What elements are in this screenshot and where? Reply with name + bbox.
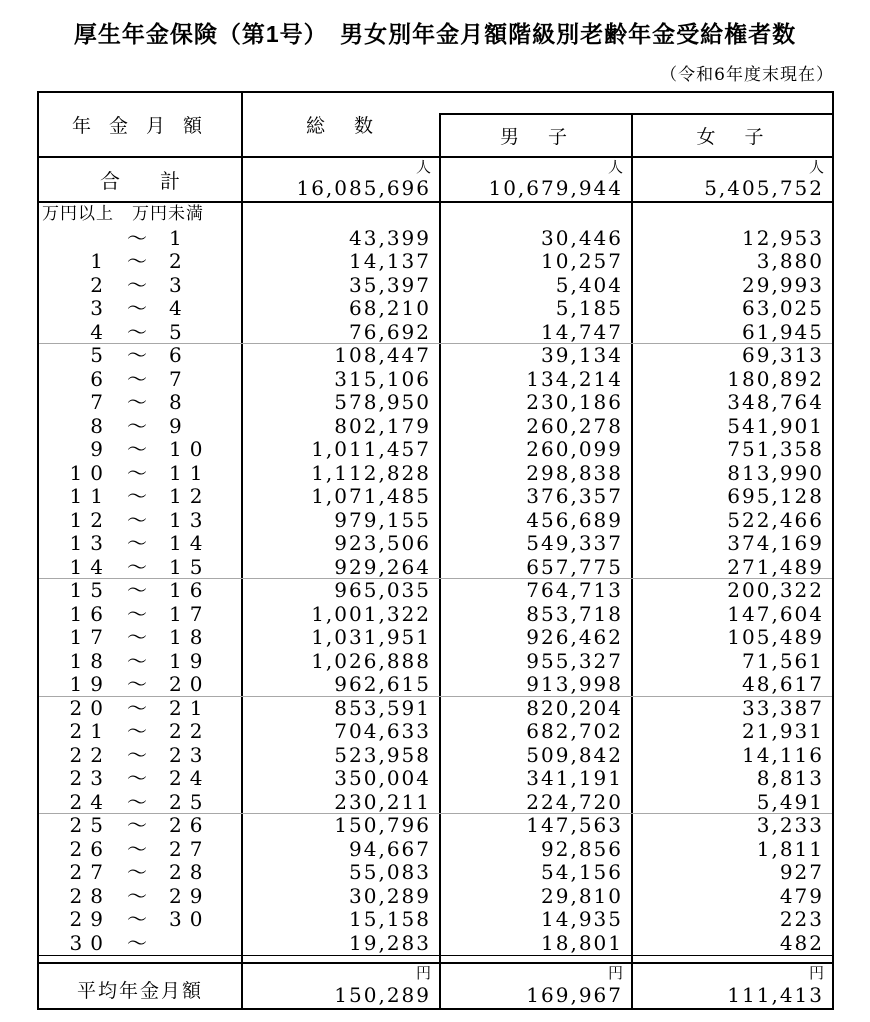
male-value: 764,713 <box>441 579 633 603</box>
table-row <box>39 791 832 815</box>
range-upper: 16 <box>169 578 211 602</box>
range-upper: 28 <box>169 860 211 884</box>
range-cell <box>39 767 243 791</box>
range-lower: 15 <box>69 578 111 602</box>
female-value: 482 <box>779 930 824 955</box>
range-lower: 30 <box>69 930 111 955</box>
range-tilde: ～ <box>127 930 147 955</box>
range-lower: 7 <box>90 390 111 414</box>
table-row <box>39 344 832 368</box>
range-upper: 21 <box>169 695 211 720</box>
total-value: 14,137 <box>243 250 441 274</box>
header-total: 総 数 <box>305 115 378 137</box>
total-value: 150,796 <box>243 814 441 838</box>
table-row <box>39 579 832 603</box>
range-upper: 22 <box>169 719 211 743</box>
range-cell <box>39 462 243 486</box>
header-pension-monthly-amount: 年 金 月 額 <box>39 93 243 156</box>
range-cell <box>39 509 243 533</box>
range-tilde: ～ <box>127 225 147 250</box>
range-tilde: ～ <box>127 249 147 273</box>
total-value: 979,155 <box>243 509 441 533</box>
range-lower: 10 <box>69 460 111 485</box>
empty-cell <box>243 203 441 227</box>
range-cell <box>39 908 243 932</box>
range-upper: 23 <box>169 742 211 767</box>
total-value: 230,211 <box>243 791 441 814</box>
male-value: 657,775 <box>441 556 633 579</box>
male-value: 230,186 <box>441 391 633 415</box>
female-value: 180,892 <box>727 366 824 391</box>
total-value: 76,692 <box>243 321 441 344</box>
total-value: 962,615 <box>243 673 441 696</box>
female-value: 751,358 <box>727 437 824 461</box>
range-cell <box>39 744 243 768</box>
range-cell <box>39 814 243 838</box>
total-value: 19,283 <box>243 932 441 956</box>
range-cell <box>39 485 243 509</box>
range-lower: 11 <box>69 484 111 508</box>
range-lower: 6 <box>90 366 111 391</box>
range-lower: 26 <box>69 836 111 861</box>
range-upper: 20 <box>169 672 211 696</box>
female-value: 374,169 <box>727 531 824 555</box>
male-value: 913,998 <box>441 673 633 696</box>
female-value: 71,561 <box>742 648 824 673</box>
range-lower: 3 <box>90 296 111 320</box>
range-lower <box>39 227 111 251</box>
total-value: 923,506 <box>243 532 441 556</box>
range-tilde: ～ <box>127 460 147 485</box>
range-cell <box>39 344 243 368</box>
total-value: 523,958 <box>243 744 441 768</box>
male-value: 260,099 <box>441 438 633 462</box>
range-upper: 12 <box>169 484 211 508</box>
range-cell <box>39 227 243 251</box>
total-value: 578,950 <box>243 391 441 415</box>
male-value: 341,191 <box>441 767 633 791</box>
range-tilde: ～ <box>127 319 147 344</box>
table-row <box>39 767 832 791</box>
range-lower: 4 <box>90 319 111 344</box>
total-value: 1,071,485 <box>243 485 441 509</box>
range-cell <box>39 626 243 650</box>
total-value: 55,083 <box>243 861 441 885</box>
table-row <box>39 744 832 768</box>
unit-persons: 人 <box>808 158 824 176</box>
female-value: 200,322 <box>727 578 824 602</box>
header-male: 男 子 <box>441 115 633 156</box>
male-value: 92,856 <box>441 838 633 862</box>
total-value: 1,001,322 <box>243 603 441 627</box>
header-female: 女 子 <box>696 126 769 148</box>
range-upper: 2 <box>169 249 190 273</box>
total-value: 315,106 <box>243 368 441 392</box>
range-upper: 6 <box>169 343 190 367</box>
female-value: 63,025 <box>742 296 824 320</box>
average-female-value: 111,413 <box>727 983 824 1007</box>
range-lower: 24 <box>69 789 111 814</box>
total-value: 853,591 <box>243 697 441 721</box>
female-value: 61,945 <box>742 319 824 344</box>
range-lower: 19 <box>69 672 111 696</box>
table-row <box>39 697 832 721</box>
range-upper: 7 <box>169 366 190 391</box>
female-value: 271,489 <box>727 554 824 579</box>
range-upper: 9 <box>169 413 190 438</box>
range-lower: 20 <box>69 695 111 720</box>
total-value: 1,011,457 <box>243 438 441 462</box>
range-cell <box>39 297 243 321</box>
female-value: 813,990 <box>727 460 824 485</box>
header-gender-spacer <box>441 93 832 113</box>
range-cell <box>39 697 243 721</box>
grand-total-label: 合 計 <box>39 158 243 201</box>
grand-total-total-value: 16,085,696 <box>296 176 431 200</box>
table-row <box>39 532 832 556</box>
table-row <box>39 368 832 392</box>
unit-persons: 人 <box>607 158 623 176</box>
total-value: 108,447 <box>243 344 441 368</box>
male-value: 54,156 <box>441 861 633 885</box>
table-row <box>39 297 832 321</box>
range-tilde: ～ <box>127 648 147 673</box>
female-value: 29,993 <box>742 272 824 297</box>
range-cell <box>39 838 243 862</box>
male-value: 260,278 <box>441 415 633 439</box>
range-upper: 10 <box>169 437 211 461</box>
range-lower: 13 <box>69 531 111 555</box>
range-cell <box>39 650 243 674</box>
total-value: 68,210 <box>243 297 441 321</box>
table-row <box>39 673 832 697</box>
range-tilde: ～ <box>127 272 147 297</box>
female-value: 48,617 <box>742 672 824 696</box>
male-value: 926,462 <box>441 626 633 650</box>
male-value: 147,563 <box>441 814 633 838</box>
grand-total-female-value: 5,405,752 <box>704 176 824 200</box>
total-value: 965,035 <box>243 579 441 603</box>
empty-cell <box>441 203 633 227</box>
grand-total-male-cell <box>441 158 633 201</box>
range-tilde: ～ <box>127 413 147 438</box>
table-row <box>39 509 832 533</box>
range-lower: 8 <box>90 413 111 438</box>
female-value: 927 <box>779 860 824 884</box>
table-row <box>39 908 832 932</box>
female-value: 3,880 <box>756 249 824 273</box>
range-tilde: ～ <box>127 695 147 720</box>
range-tilde: ～ <box>127 484 147 508</box>
total-value: 1,031,951 <box>243 626 441 650</box>
female-value: 522,466 <box>727 507 824 532</box>
range-tilde: ～ <box>127 390 147 414</box>
table-row <box>39 861 832 885</box>
total-value: 35,397 <box>243 274 441 298</box>
grand-total-female-cell <box>633 158 832 201</box>
table-row <box>39 321 832 345</box>
range-tilde: ～ <box>127 766 147 790</box>
total-value: 1,026,888 <box>243 650 441 674</box>
table-row <box>39 556 832 580</box>
range-tilde: ～ <box>127 578 147 602</box>
range-cell <box>39 532 243 556</box>
range-tilde: ～ <box>127 343 147 367</box>
female-value: 8,813 <box>756 766 824 790</box>
female-value: 223 <box>779 907 824 931</box>
range-upper: 14 <box>169 531 211 555</box>
female-value: 21,931 <box>742 719 824 743</box>
male-value: 18,801 <box>441 932 633 956</box>
male-value: 14,747 <box>441 321 633 344</box>
male-value: 298,838 <box>441 462 633 486</box>
range-tilde: ～ <box>127 836 147 861</box>
table-row <box>39 415 832 439</box>
range-lower: 5 <box>90 343 111 367</box>
grand-total-total-cell <box>243 158 441 201</box>
range-cell <box>39 885 243 909</box>
range-cell <box>39 556 243 579</box>
range-cell <box>39 932 243 956</box>
table-row <box>39 274 832 298</box>
male-value: 39,134 <box>441 344 633 368</box>
range-cell <box>39 861 243 885</box>
table-row <box>39 438 832 462</box>
range-upper: 15 <box>169 554 211 579</box>
total-value: 30,289 <box>243 885 441 909</box>
average-total-value: 150,289 <box>334 983 431 1007</box>
grand-total-male-value: 10,679,944 <box>488 176 623 200</box>
range-cell <box>39 274 243 298</box>
male-value: 134,214 <box>441 368 633 392</box>
range-lower: 29 <box>69 907 111 931</box>
range-tilde: ～ <box>127 296 147 320</box>
average-female-cell <box>633 964 832 1008</box>
range-cell <box>39 368 243 392</box>
average-male-cell <box>441 964 633 1008</box>
total-value: 1,112,828 <box>243 462 441 486</box>
range-tilde: ～ <box>127 601 147 626</box>
range-cell <box>39 250 243 274</box>
range-lower: 12 <box>69 507 111 532</box>
average-male-value: 169,967 <box>526 983 623 1007</box>
range-upper: 5 <box>169 319 190 344</box>
male-value: 10,257 <box>441 250 633 274</box>
table-row <box>39 626 832 650</box>
range-lower: 17 <box>69 625 111 649</box>
total-value: 929,264 <box>243 556 441 579</box>
range-cell <box>39 791 243 814</box>
table-row <box>39 885 832 909</box>
table-row <box>39 227 832 251</box>
table-body <box>39 227 832 956</box>
female-value: 541,901 <box>727 413 824 438</box>
female-value: 147,604 <box>727 601 824 626</box>
range-upper: 19 <box>169 648 211 673</box>
range-note-row <box>39 203 832 227</box>
total-value: 704,633 <box>243 720 441 744</box>
range-lower: 25 <box>69 813 111 837</box>
male-value: 853,718 <box>441 603 633 627</box>
range-cell <box>39 720 243 744</box>
grand-total-row <box>39 158 832 203</box>
female-value: 479 <box>779 883 824 908</box>
range-note: 万円以上 万円未満 <box>39 203 243 227</box>
total-value: 94,667 <box>243 838 441 862</box>
range-upper: 26 <box>169 813 211 837</box>
range-tilde: ～ <box>127 719 147 743</box>
range-upper: 3 <box>169 272 190 297</box>
male-value: 682,702 <box>441 720 633 744</box>
male-value: 376,357 <box>441 485 633 509</box>
table-row <box>39 250 832 274</box>
range-cell <box>39 579 243 603</box>
total-value: 802,179 <box>243 415 441 439</box>
range-upper: 11 <box>169 460 211 485</box>
male-value: 549,337 <box>441 532 633 556</box>
range-tilde: ～ <box>127 554 147 579</box>
table-row <box>39 932 832 956</box>
range-upper: 17 <box>169 601 211 626</box>
male-value: 820,204 <box>441 697 633 721</box>
pension-table <box>37 91 834 1010</box>
female-value: 5,491 <box>756 789 824 814</box>
range-tilde: ～ <box>127 813 147 837</box>
range-tilde: ～ <box>127 531 147 555</box>
female-value: 69,313 <box>742 343 824 367</box>
range-upper: 4 <box>169 296 190 320</box>
header-gender-box <box>439 113 832 156</box>
average-label: 平均年金月額 <box>39 964 243 1008</box>
page-title: 厚生年金保険（第1号） 男女別年金月額階級別老齢年金受給権者数 <box>73 21 797 47</box>
female-value: 105,489 <box>727 625 824 649</box>
range-tilde: ～ <box>127 625 147 649</box>
range-tilde: ～ <box>127 742 147 767</box>
male-value: 955,327 <box>441 650 633 674</box>
range-tilde: ～ <box>127 366 147 391</box>
unit-yen: 円 <box>415 964 431 982</box>
range-tilde: ～ <box>127 437 147 461</box>
total-value: 350,004 <box>243 767 441 791</box>
female-value: 12,953 <box>742 225 824 250</box>
male-value: 5,185 <box>441 297 633 321</box>
range-lower: 1 <box>90 249 111 273</box>
average-row <box>39 964 832 1008</box>
range-lower: 22 <box>69 742 111 767</box>
female-value: 33,387 <box>742 695 824 720</box>
range-upper: 30 <box>169 907 211 931</box>
female-value: 14,116 <box>742 742 824 767</box>
range-tilde: ～ <box>127 860 147 884</box>
empty-cell <box>633 203 832 227</box>
unit-persons: 人 <box>415 158 431 176</box>
range-cell <box>39 603 243 627</box>
range-upper: 25 <box>169 789 211 814</box>
range-upper: 24 <box>169 766 211 790</box>
range-upper <box>163 932 233 956</box>
range-lower: 14 <box>69 554 111 579</box>
male-value: 30,446 <box>441 227 633 251</box>
table-header-row <box>39 93 832 158</box>
male-value: 5,404 <box>441 274 633 298</box>
range-upper: 29 <box>169 883 211 908</box>
table-row <box>39 720 832 744</box>
female-value: 3,233 <box>756 813 824 837</box>
range-upper: 18 <box>169 625 211 649</box>
range-upper: 27 <box>169 836 211 861</box>
as-of-date-note: （令和6年度末現在） <box>660 65 834 85</box>
range-upper: 1 <box>169 225 190 250</box>
table-row <box>39 462 832 486</box>
range-lower: 23 <box>69 766 111 790</box>
range-upper: 8 <box>169 390 190 414</box>
range-tilde: ～ <box>127 789 147 814</box>
total-value: 15,158 <box>243 908 441 932</box>
total-value: 43,399 <box>243 227 441 251</box>
female-value: 348,764 <box>727 390 824 414</box>
range-lower: 21 <box>69 719 111 743</box>
range-upper: 13 <box>169 507 211 532</box>
male-value: 224,720 <box>441 791 633 814</box>
range-lower: 27 <box>69 860 111 884</box>
average-total-cell <box>243 964 441 1008</box>
range-lower: 2 <box>90 272 111 297</box>
range-lower: 16 <box>69 601 111 626</box>
range-lower: 9 <box>90 437 111 461</box>
male-value: 509,842 <box>441 744 633 768</box>
table-row <box>39 814 832 838</box>
female-value: 1,811 <box>756 836 824 861</box>
range-cell <box>39 321 243 344</box>
range-cell <box>39 391 243 415</box>
male-value: 14,935 <box>441 908 633 932</box>
range-lower: 18 <box>69 648 111 673</box>
range-tilde: ～ <box>127 907 147 931</box>
range-cell <box>39 415 243 439</box>
table-row <box>39 838 832 862</box>
unit-yen: 円 <box>808 964 824 982</box>
table-row <box>39 603 832 627</box>
table-row <box>39 650 832 674</box>
double-rule-separator <box>39 955 832 964</box>
range-tilde: ～ <box>127 883 147 908</box>
header-gender-group <box>441 93 832 156</box>
range-cell <box>39 438 243 462</box>
range-tilde: ～ <box>127 672 147 696</box>
male-value: 456,689 <box>441 509 633 533</box>
table-row <box>39 391 832 415</box>
male-value: 29,810 <box>441 885 633 909</box>
unit-yen: 円 <box>607 964 623 982</box>
range-cell <box>39 673 243 696</box>
range-lower: 28 <box>69 883 111 908</box>
range-tilde: ～ <box>127 507 147 532</box>
table-row <box>39 485 832 509</box>
female-value: 695,128 <box>727 484 824 508</box>
